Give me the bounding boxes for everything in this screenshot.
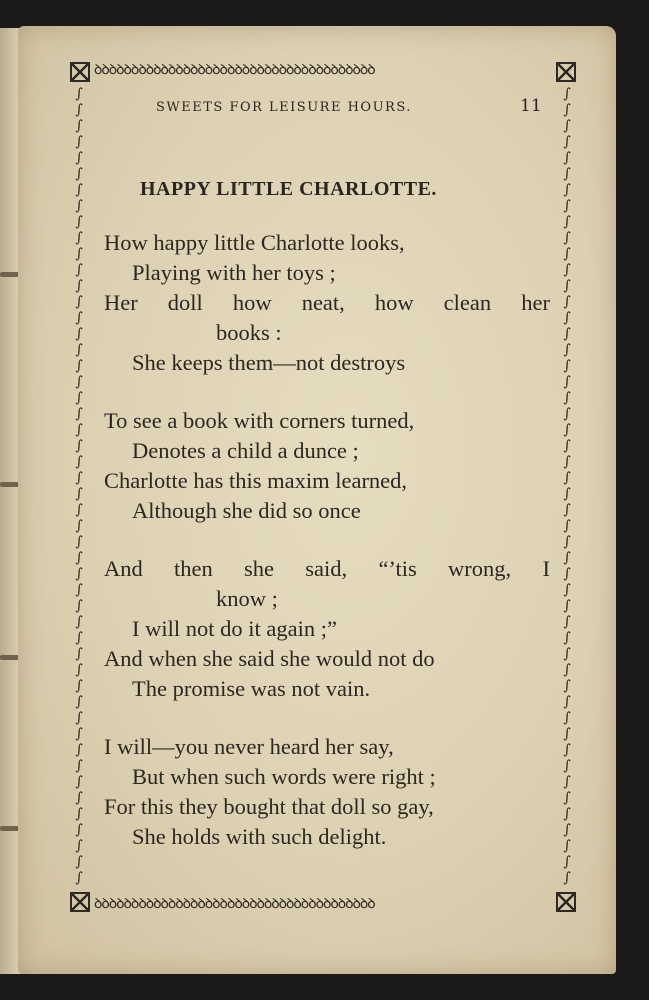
- ornamental-border-bottom: ꝺꝺꝺꝺꝺꝺꝺꝺꝺꝺꝺꝺꝺꝺꝺꝺꝺꝺꝺꝺꝺꝺꝺꝺꝺꝺꝺꝺꝺꝺꝺꝺꝺꝺꝺꝺꝺꝺ: [94, 896, 375, 912]
- poem-body: [104, 228, 550, 852]
- word: then: [174, 556, 213, 581]
- ornamental-border-top: ꝺꝺꝺꝺꝺꝺꝺꝺꝺꝺꝺꝺꝺꝺꝺꝺꝺꝺꝺꝺꝺꝺꝺꝺꝺꝺꝺꝺꝺꝺꝺꝺꝺꝺꝺꝺꝺꝺ: [94, 62, 375, 78]
- ornamental-border-left: ∫ ∫ ∫ ∫ ∫ ∫ ∫ ∫ ∫ ∫ ∫ ∫ ∫ ∫ ∫ ∫ ∫ ∫ ∫ ∫ ∫ ∫ ∫ ∫ ∫ ∫ ∫ ∫ ∫ ∫ ∫ ∫ ∫ ∫ ∫ ∫ ∫ ∫ ∫ ∫ ∫ ∫ ∫ ∫ ∫ ∫ ∫ ∫ ∫ ∫: [75, 86, 83, 886]
- border-corner-ornament: [70, 62, 90, 82]
- word: how: [374, 290, 414, 315]
- border-corner-ornament: [556, 892, 576, 912]
- word: said,: [305, 556, 348, 581]
- poem-line: Denotes a child a dunce ;: [132, 438, 359, 463]
- poem-line: I will not do it again ;”: [132, 616, 337, 641]
- poem-line-justified: [104, 554, 550, 584]
- word: she: [244, 556, 275, 581]
- ornamental-border-right: ∫ ∫ ∫ ∫ ∫ ∫ ∫ ∫ ∫ ∫ ∫ ∫ ∫ ∫ ∫ ∫ ∫ ∫ ∫ ∫ ∫ ∫ ∫ ∫ ∫ ∫ ∫ ∫ ∫ ∫ ∫ ∫ ∫ ∫ ∫ ∫ ∫ ∫ ∫ ∫ ∫ ∫ ∫ ∫ ∫ ∫ ∫ ∫ ∫ ∫: [563, 86, 571, 886]
- poem-line: For this they bought that doll so gay,: [104, 794, 434, 819]
- poem-line: She keeps them—not destroys: [132, 350, 406, 375]
- page-number: 11: [520, 96, 542, 116]
- word: And: [104, 556, 143, 581]
- word: clean: [443, 290, 492, 315]
- poem-line: The promise was not vain.: [132, 676, 371, 701]
- word: doll: [167, 290, 203, 315]
- poem-line-justified: [104, 288, 550, 318]
- poem-line-runover: books :: [216, 320, 282, 345]
- word: “’tis: [378, 556, 417, 581]
- word: I: [542, 556, 550, 581]
- word: neat,: [301, 290, 345, 315]
- border-corner-ornament: [70, 892, 90, 912]
- word: her: [521, 290, 550, 315]
- poem-line: How happy little Charlotte looks,: [104, 230, 405, 255]
- word: Her: [104, 290, 138, 315]
- word: wrong,: [448, 556, 512, 581]
- border-corner-ornament: [556, 62, 576, 82]
- poem-line: And when she said she would not do: [104, 646, 435, 671]
- poem-line: Although she did so once: [132, 498, 361, 523]
- poem-line: Charlotte has this maxim learned,: [104, 468, 408, 493]
- poem-line: Playing with her toys ;: [132, 260, 336, 285]
- poem-line: To see a book with corners turned,: [104, 408, 415, 433]
- word: how: [232, 290, 272, 315]
- running-head: SWEETS FOR LEISURE HOURS.: [156, 100, 412, 115]
- poem-line: But when such words were right ;: [132, 764, 436, 789]
- poem-line: She holds with such delight.: [132, 824, 387, 849]
- poem-line-runover: know ;: [216, 586, 278, 611]
- poem-title: HAPPY LITTLE CHARLOTTE.: [140, 178, 437, 200]
- poem-line: I will—you never heard her say,: [104, 734, 394, 759]
